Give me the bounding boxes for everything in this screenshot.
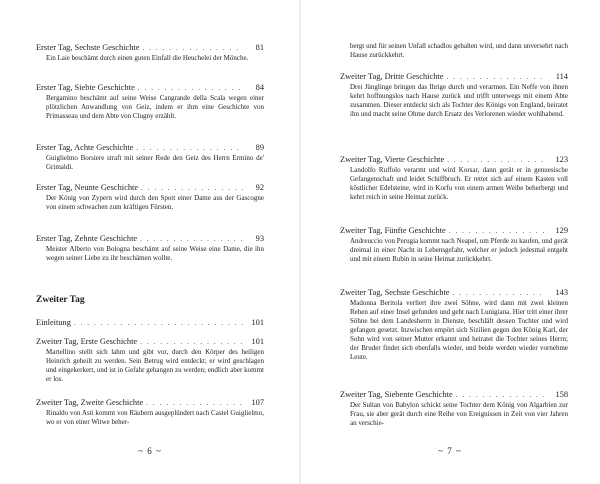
leader-dots: [74, 318, 243, 328]
entry-page: 84: [255, 83, 264, 92]
toc-entry: [36, 83, 264, 121]
toc-entry: [340, 155, 568, 202]
leader-dots: [447, 155, 547, 165]
leader-dots: [449, 226, 547, 236]
toc-entry: [36, 143, 264, 172]
leader-dots: [453, 288, 548, 298]
entry-title: Zweiter Tag, Fünfte Geschichte: [340, 226, 446, 235]
continuation-text: [340, 42, 568, 60]
entry-title: Erster Tag, Achte Geschichte: [36, 143, 134, 152]
entry-summary: Madonna Beritola verliert ihre zwei Söhne, wird dann mit zwei kleinen Rehen auf einer Insel gefunden und geht nach Lunigiana. Hier tritt einer ihrer Söhne bei dem Landesherrn in Dienste, beschläft dessen Tochter und wird gefangen gesetzt. Inzwischen empört sich Sizilien gegen den König Karl, der Sohn wird von seiner Mutter erkannt und heiratet die Tochter seines Herrn; der Bruder findet sich ebenfalls wieder, und beide werden wieder vornehme Leute.: [350, 299, 568, 361]
entry-title: Zweiter Tag, Erste Geschichte: [36, 337, 138, 346]
entry-summary: Der König von Zypern wird durch den Spott einer Dame aus der Gascogne von einem schwachen zum kräftigen Fürsten.: [46, 194, 264, 211]
entry-page: 89: [255, 143, 264, 152]
entry-title: Zweiter Tag, Siebente Geschichte: [340, 390, 453, 399]
entry-title: Einleitung: [36, 318, 71, 327]
page-number: ~ 7 ~: [438, 446, 462, 456]
entry-page: 107: [251, 398, 264, 407]
leader-dots: [446, 72, 547, 82]
leader-dots: [138, 83, 243, 93]
toc-entry: [340, 390, 568, 428]
section-heading: Zweiter Tag: [36, 295, 85, 305]
entry-page: 129: [555, 226, 568, 235]
entry-title: Erster Tag, Zehnte Geschichte: [36, 234, 138, 243]
leader-dots: [141, 183, 243, 193]
leader-dots: [136, 143, 243, 153]
entry-page: 158: [555, 390, 568, 399]
entry-summary: Meister Alberto von Bologna beschämt auf seine Weise eine Dame, die ihn wegen seiner Liebe zu ihr beschämen wollte.: [46, 245, 264, 262]
entry-summary: Guiglielmo Borsiere straft mit seiner Rede den Geiz des Herrn Ermino de' Grimaldi.: [46, 154, 264, 171]
entry-summary: Rinaldo von Asti kommt von Räubern ausgeplündert nach Castel Guiglielmo, wo er von einer Witwe beher-: [46, 409, 264, 426]
entry-title: Zweiter Tag, Vierte Geschichte: [340, 155, 445, 164]
toc-entry: [340, 72, 568, 119]
toc-entry: [36, 337, 264, 384]
entry-title: Zweiter Tag, Dritte Geschichte: [340, 72, 444, 81]
entry-page: 93: [255, 234, 264, 243]
entry-page: 101: [251, 318, 264, 327]
right-page: [300, 0, 600, 484]
entry-page: 114: [555, 72, 568, 81]
entry-title: Zweiter Tag, Zweite Geschichte: [36, 398, 144, 407]
leader-dots: [456, 390, 547, 400]
entry-title: Erster Tag, Sechste Geschichte: [36, 43, 140, 52]
entry-summary: Andreuccio von Perugia kommt nach Neapel, um Pferde zu kaufen, und gerät dreimal in einer Nacht in Lebensgefahr, welcher er jedoch jedesmal entgeht und mit einem Rubin in seine Heimat zurückkehrt.: [350, 237, 568, 263]
entry-title: Erster Tag, Neunte Geschichte: [36, 183, 139, 192]
leader-dots: [146, 398, 243, 408]
toc-entry: [36, 318, 264, 328]
toc-entry: [340, 226, 568, 264]
entry-title: Zweiter Tag, Sechste Geschichte: [340, 288, 450, 297]
entry-title: Erster Tag, Siebte Geschichte: [36, 83, 135, 92]
entry-page: 92: [255, 183, 264, 192]
toc-entry: [36, 43, 264, 63]
toc-entry: [36, 183, 264, 212]
entry-summary: Landolfo Ruffolo verarmt und wird Korsar, dann gerät er in genuesische Gefangenschaft und leidet Schiffbruch. Er rettet sich auf einem Kasten voll köstlicher Edelsteine, wird in Korfu von einem armen Weibe beherbergt und kehrt reich in seine Heimat zurück.: [350, 166, 568, 201]
entry-summary: Ein Laie beschämt durch einen guten Einfall die Heuchelei der Mönche.: [46, 54, 249, 62]
toc-entry: [36, 234, 264, 263]
entry-summary: Der Sultan von Babylon schickt seine Tochter dem König von Algarbien zur Frau, sie aber gerät durch eine Reihe von Ereignissen in Zeit von vier Jahren an verschie-: [350, 401, 568, 427]
leader-dots: [142, 43, 243, 53]
entry-summary: Martellino stellt sich lahm und gibt vor, durch den Körper des heiligen Heinrich geheilt zu werden. Sein Betrug wird entdeckt; er wird geschlagen und eingekerkert, und ist in Gefahr gehangen zu werden; endlich aber kommt er los.: [46, 348, 264, 383]
entry-summary: Drei Jünglinge bringen das Ihrige durch und verarmen. Ein Neffe von ihnen kehrt hoffnungslos nach Hause zurück und trifft unterwegs mit einem Abte zusammen. Dieser entdeckt sich als Tochter des Königs von England, heiratet ihn und macht seine Ohme durch Ersatz des Verlorenen wieder wohlhabend.: [350, 83, 568, 118]
toc-entry: [340, 288, 568, 362]
leader-dots: [140, 337, 243, 347]
toc-entry: [36, 398, 264, 427]
page-number: ~ 6 ~: [138, 446, 162, 456]
leader-dots: [140, 234, 243, 244]
entry-page: 143: [555, 288, 568, 297]
entry-page: 123: [555, 155, 568, 164]
entry-page: 81: [255, 43, 264, 52]
continued-summary: bergt und für seinen Unfall schadlos gehalten wird, und dann unversehrt nach Hause zurückkehrt.: [350, 42, 568, 59]
entry-summary: Bergamino beschämt auf seine Weise Cangrande della Scala wegen einer plötzlichen Anwandlung von Geiz, indem er ihm eine Geschichte von Primasseau und dem Abte von Clugny erzählt.: [46, 94, 264, 120]
entry-page: 101: [251, 337, 264, 346]
